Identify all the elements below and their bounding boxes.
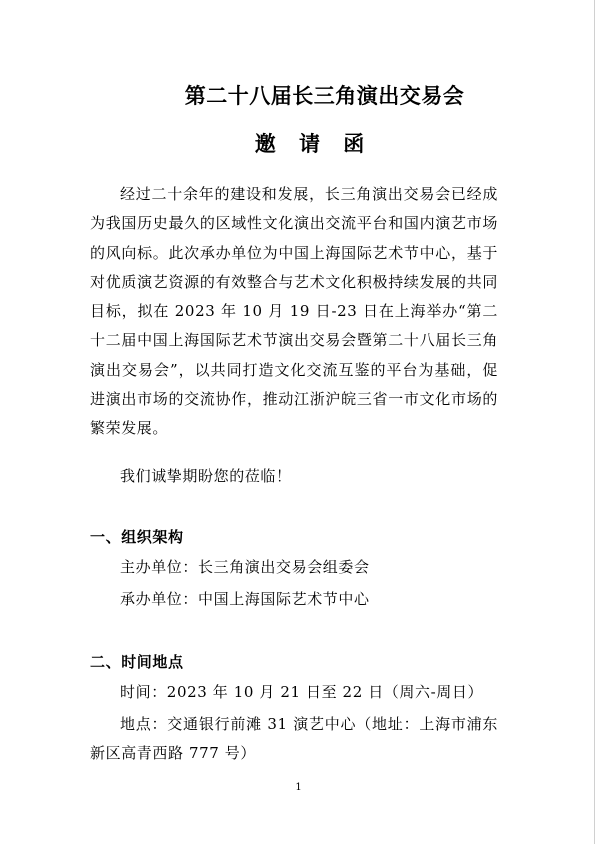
page-edge: [594, 0, 595, 844]
host-unit-line: 主办单位：长三角演出交易会组委会: [120, 558, 370, 576]
section-heading-organization: 一、组织架构: [90, 528, 184, 546]
time-line: 时间：2023 年 10 月 21 日至 22 日（周六-周日）: [120, 683, 484, 701]
section-heading-time-venue: 二、时间地点: [90, 653, 184, 671]
closing-line: 我们诚挚期盼您的莅临！: [120, 467, 292, 485]
intro-paragraph: 经过二十余年的建设和发展，长三角演出交易会已经成为我国历史最久的区域性文化演出交流平台和国内演艺市场的风向标。此次承办单位为中国上海国际艺术节中心，基于对优质演艺资源的有效整合与艺术文化积极持续发展的共同目标，拟在 2023 年 10 月 19 日-23 日在上海举办“第二十二届中国上海国际艺术节演出交易会暨第二十八届长三角演出交易会”，以共同打造文化交流互鉴的平台为基础，促进演出市场的交流协作，推动江浙沪皖三省一市文化市场的繁荣发展。: [90, 185, 498, 438]
page-number: 1: [295, 782, 302, 793]
document-title: 第二十八届长三角演出交易会: [184, 84, 465, 108]
closing-section: [90, 462, 498, 491]
organizer-unit-line: 承办单位：中国上海国际艺术节中心: [120, 590, 370, 608]
document-subtitle: 邀 请 函: [254, 132, 373, 156]
intro-section: [90, 180, 498, 444]
venue-line: 地点：交通银行前滩 31 演艺中心（地址：上海市浦东新区高青西路 777 号）: [90, 715, 498, 763]
